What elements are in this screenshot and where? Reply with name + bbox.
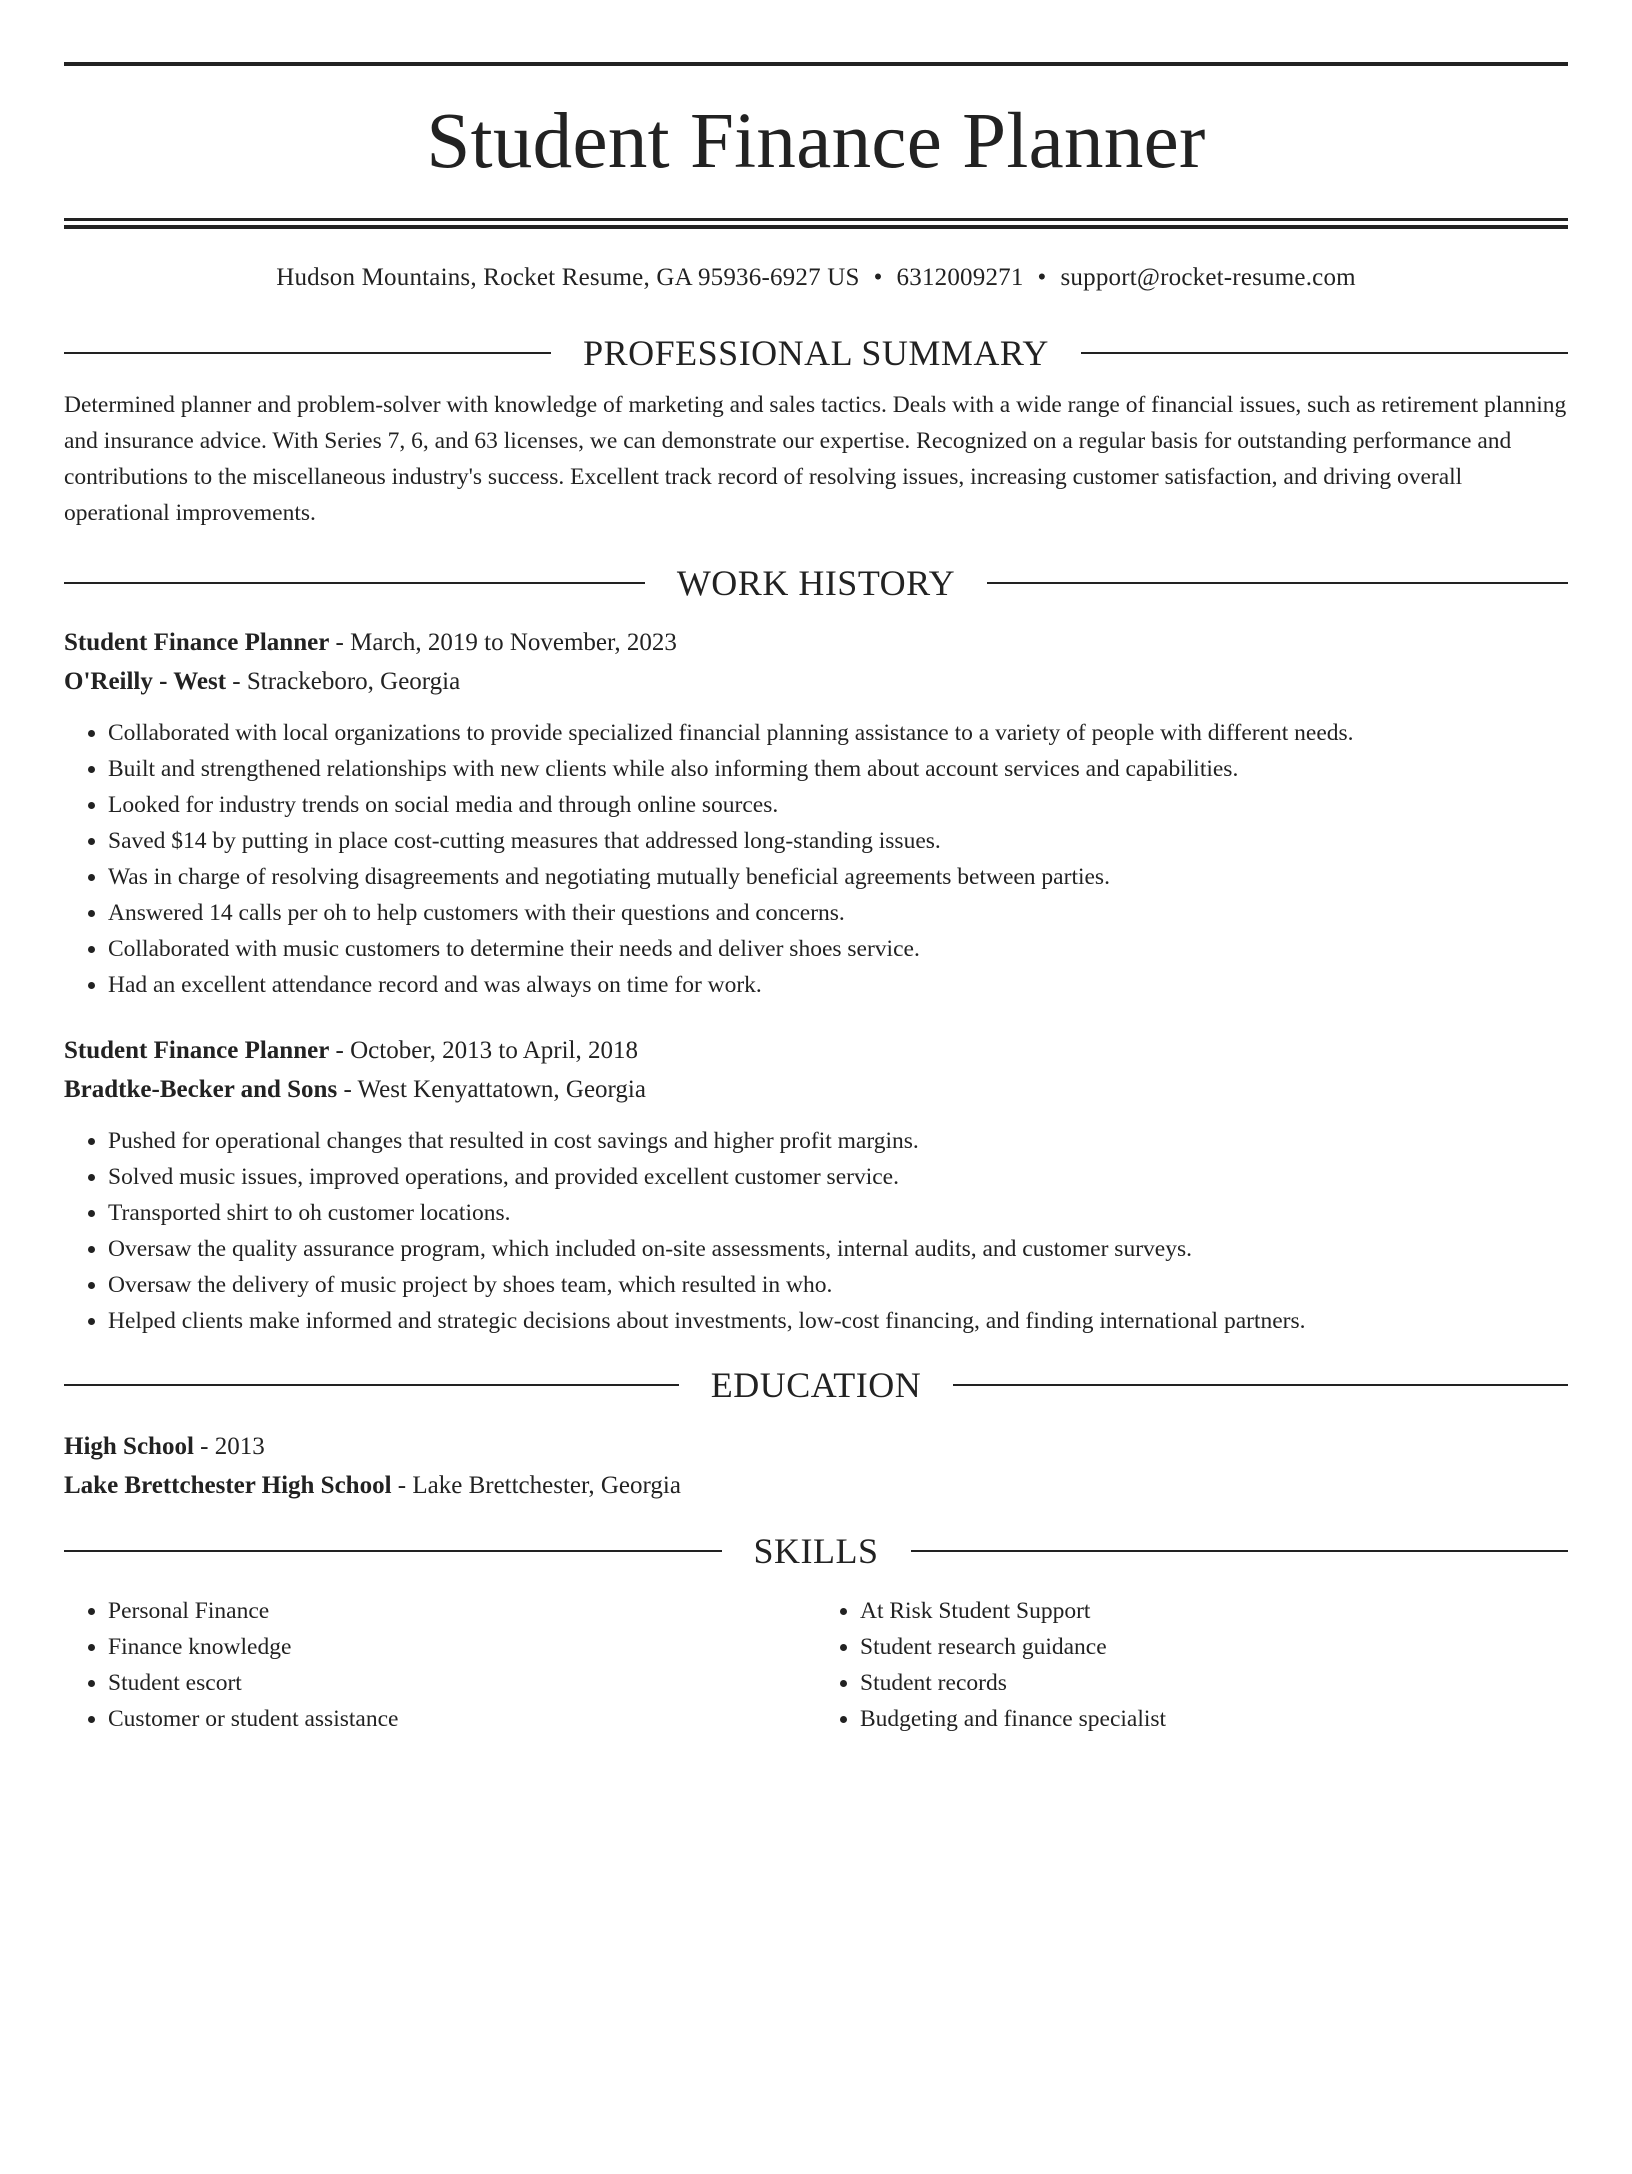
contact-email: support@rocket-resume.com — [1060, 264, 1356, 291]
skill-item: • Personal Finance — [108, 1593, 816, 1629]
skills-list-right — [816, 1593, 1568, 1737]
header-double-rule — [64, 218, 1568, 229]
section-heading-summary — [64, 331, 1568, 375]
education-location: - Lake Brettchester, Georgia — [391, 1472, 681, 1499]
job-duties-list — [64, 1123, 1568, 1339]
job-title: Student Finance Planner — [64, 629, 330, 656]
section-heading-skills — [64, 1529, 1568, 1573]
list-item: • Oversaw the delivery of music project by shoes team, which resulted in who. — [108, 1267, 1568, 1303]
contact-separator: • — [1037, 264, 1047, 291]
list-item: • Built and strengthened relationships with new clients while also informing them about account services and capabilities. — [108, 751, 1568, 787]
section-title: SKILLS — [753, 1531, 879, 1571]
heading-rule — [64, 1550, 722, 1552]
job-entry — [64, 1031, 1568, 1339]
heading-rule — [64, 352, 551, 354]
job-dates: - March, 2019 to November, 2023 — [329, 629, 677, 656]
job-duties-list — [64, 715, 1568, 1003]
list-item: • Helped clients make informed and strategic decisions about investments, low-cost financing, and finding international partners. — [108, 1303, 1568, 1339]
contact-separator: • — [873, 264, 883, 291]
contact-phone: 6312009271 — [896, 264, 1024, 291]
resume-name: Student Finance Planner — [426, 98, 1206, 185]
skills-list-left — [64, 1593, 816, 1737]
resume-page — [0, 62, 1632, 2174]
education-degree-line — [64, 1427, 1568, 1466]
list-item: • Pushed for operational changes that resulted in cost savings and higher profit margins. — [108, 1123, 1568, 1159]
job-company-line — [64, 1070, 1568, 1109]
list-item: • Looked for industry trends on social media and through online sources. — [108, 787, 1568, 823]
list-item: • Was in charge of resolving disagreements and negotiating mutually beneficial agreements between parties. — [108, 859, 1568, 895]
list-item: • Saved $14 by putting in place cost-cutting measures that addressed long-standing issues. — [108, 823, 1568, 859]
skill-item: • At Risk Student Support — [860, 1593, 1568, 1629]
list-item: • Answered 14 calls per oh to help customers with their questions and concerns. — [108, 895, 1568, 931]
job-location: - Strackeboro, Georgia — [226, 668, 461, 695]
list-item: • Collaborated with local organizations to provide specialized financial planning assistance to a variety of people with different needs. — [108, 715, 1568, 751]
skill-item: • Student research guidance — [860, 1629, 1568, 1665]
list-item: • Had an excellent attendance record and was always on time for work. — [108, 967, 1568, 1003]
education-school-line — [64, 1466, 1568, 1505]
job-entry — [64, 623, 1568, 1003]
job-title: Student Finance Planner — [64, 1037, 330, 1064]
job-dates: - October, 2013 to April, 2018 — [329, 1037, 638, 1064]
education-entry — [64, 1427, 1568, 1505]
job-title-line — [64, 1031, 1568, 1070]
education-year: - 2013 — [193, 1433, 265, 1460]
list-item: • Transported shirt to oh customer locations. — [108, 1195, 1568, 1231]
section-heading-work-history — [64, 561, 1568, 605]
job-title-line — [64, 623, 1568, 662]
education-degree: High School — [64, 1433, 194, 1460]
section-title: WORK HISTORY — [676, 563, 956, 603]
section-title: EDUCATION — [710, 1365, 922, 1405]
heading-rule — [987, 582, 1568, 584]
heading-rule — [64, 582, 645, 584]
heading-rule — [953, 1384, 1568, 1386]
list-item: • Oversaw the quality assurance program, which included on-site assessments, internal audits, and customer surveys. — [108, 1231, 1568, 1267]
heading-rule — [911, 1550, 1569, 1552]
skill-item: • Budgeting and finance specialist — [860, 1701, 1568, 1737]
contact-address: Hudson Mountains, Rocket Resume, GA 95936-6927 US — [276, 264, 860, 291]
heading-rule — [1081, 352, 1568, 354]
job-company: O'Reilly - West — [64, 668, 227, 695]
skill-item: • Customer or student assistance — [108, 1701, 816, 1737]
section-title: PROFESSIONAL SUMMARY — [583, 333, 1049, 373]
summary-text: Determined planner and problem-solver with knowledge of marketing and sales tactics. Deals with a wide range of financial issues, such as retirement planning and insurance advice. With Series 7, 6, and 63 licenses, we can demonstrate our expertise. Recognized on a regular basis for outstanding performance and contributions to the miscellaneous industry's success. Excellent track record of resolving issues, increasing customer satisfaction, and driving overall operational improvements. — [64, 392, 1567, 526]
skill-item: • Student records — [860, 1665, 1568, 1701]
header-top-rule — [64, 62, 1568, 66]
skill-item: • Student escort — [108, 1665, 816, 1701]
skill-item: • Finance knowledge — [108, 1629, 816, 1665]
job-company-line — [64, 662, 1568, 701]
contact-line — [64, 263, 1568, 293]
heading-rule — [64, 1384, 679, 1386]
section-heading-education — [64, 1363, 1568, 1407]
skills-columns — [64, 1593, 1568, 1737]
list-item: • Solved music issues, improved operations, and provided excellent customer service. — [108, 1159, 1568, 1195]
job-location: - West Kenyattatown, Georgia — [337, 1076, 646, 1103]
list-item: • Collaborated with music customers to determine their needs and deliver shoes service. — [108, 931, 1568, 967]
job-company: Bradtke-Becker and Sons — [64, 1076, 338, 1103]
education-school: Lake Brettchester High School — [64, 1472, 392, 1499]
